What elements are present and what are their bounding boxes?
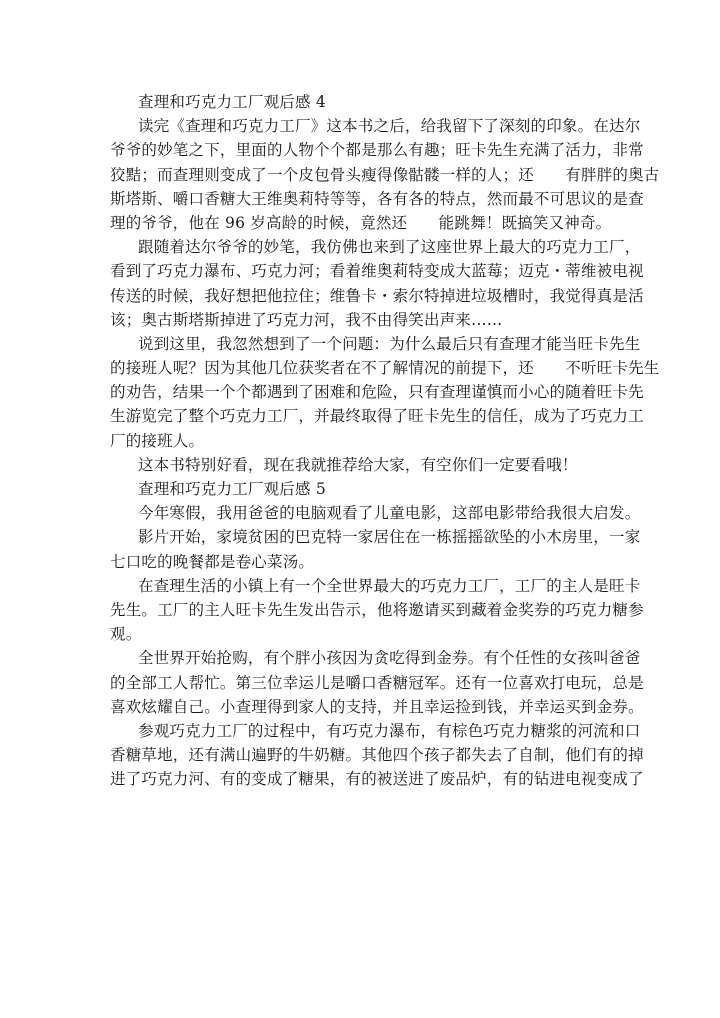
text-line: 跟随着达尔爷爷的妙笔，我仿佛也来到了这座世界上最大的巧克力工厂， bbox=[138, 238, 641, 257]
document-body bbox=[110, 90, 660, 791]
section-5-paragraph-1 bbox=[110, 501, 641, 525]
section-5-paragraph-3 bbox=[110, 574, 644, 647]
text-line: 在查理生活的小镇上有一个全世界最大的巧克力工厂，工厂的主人是旺卡 bbox=[138, 576, 641, 595]
text-line: 这本书特别好看，现在我就推荐给大家，有空你们一定要看哦！ bbox=[138, 455, 578, 474]
text-line: 传送的时候，我好想把他拉住；维鲁卡・索尔特掉进垃圾槽时，我觉得真是活 bbox=[110, 286, 644, 305]
text-line: 香糖草地，还有满山遍野的牛奶糖。其他四个孩子都失去了自制，他们有的掉 bbox=[110, 746, 644, 765]
text-line: 喜欢炫耀自己。小查理得到家人的支持，并且幸运捡到钱，并幸运买到金券。 bbox=[110, 697, 644, 716]
text-line: 理的爷爷，他在 96 岁高龄的时候，竟然还 能跳舞！既搞笑又神奇。 bbox=[110, 213, 612, 232]
section-4-paragraph-2 bbox=[110, 235, 644, 332]
text-line: 参观巧克力工厂的过程中，有巧克力瀑布，有棕色巧克力糖浆的河流和口 bbox=[138, 721, 641, 740]
text-line: 斯塔斯、嚼口香糖大王维奥莉特等等，各有各的特点，然而最不可思议的是查 bbox=[110, 189, 644, 208]
text-line: 先生。工厂的主人旺卡先生发出告示，他将邀请买到藏着金奖券的巧克力糖参 bbox=[110, 600, 644, 619]
section-5-title: 查理和巧克力工厂观后感 5 bbox=[138, 480, 326, 498]
text-line: 生游览完了整个巧克力工厂，并最终取得了旺卡先生的信任，成为了巧克力工 bbox=[110, 407, 644, 426]
text-line: 说到这里，我忽然想到了一个问题：为什么最后只有查理才能当旺卡先生 bbox=[138, 334, 641, 353]
text-line: 影片开始，家境贫困的巴克特一家居住在一栋摇摇欲坠的小木房里，一家 bbox=[138, 528, 641, 547]
text-line: 看到了巧克力瀑布、巧克力河；看着维奥莉特变成大蓝莓；迈克・蒂维被电视 bbox=[110, 262, 644, 281]
text-line: 今年寒假，我用爸爸的电脑观看了儿童电影，这部电影带给我很大启发。 bbox=[138, 504, 641, 523]
text-line: 的全部工人帮忙。第三位幸运儿是嚼口香糖冠军。还有一位喜欢打电玩，总是 bbox=[110, 673, 644, 692]
section-4-paragraph-3 bbox=[110, 332, 660, 453]
section-5-paragraph-4 bbox=[110, 646, 644, 719]
section-4-title: 查理和巧克力工厂观后感 4 bbox=[138, 93, 326, 111]
text-line: 观。 bbox=[110, 625, 142, 644]
text-line: 进了巧克力河、有的变成了糖果，有的被送进了废品炉，有的钻进电视变成了 bbox=[110, 770, 644, 789]
text-line: 七口吃的晚餐都是卷心菜汤。 bbox=[110, 552, 315, 571]
section-4-paragraph-4 bbox=[110, 453, 615, 477]
text-line: 读完《查理和巧克力工厂》这本书之后，给我留下了深刻的印象。在达尔 bbox=[138, 117, 641, 136]
section-5-paragraph-2 bbox=[110, 525, 641, 573]
text-line: 的劝告，结果一个个都遇到了困难和危险，只有查理谨慎而小心的随着旺卡先 bbox=[110, 383, 644, 402]
text-line: 厂的接班人。 bbox=[110, 431, 205, 450]
text-line: 该；奥古斯塔斯掉进了巧克力河，我不由得笑出声来…… bbox=[110, 310, 503, 329]
text-line: 的接班人呢？因为其他几位获奖者在不了解情况的前提下，还 不听旺卡先生 bbox=[110, 359, 660, 378]
text-line: 狡黠；而查理则变成了一个皮包骨头瘦得像骷髅一样的人；还 有胖胖的奥古 bbox=[110, 165, 660, 184]
text-line: 爷爷的妙笔之下，里面的人物个个都是那么有趣；旺卡先生充满了活力，非常 bbox=[110, 141, 644, 160]
text-line: 全世界开始抢购，有个胖小孩因为贪吃得到金券。有个任性的女孩叫爸爸 bbox=[138, 649, 641, 668]
section-4-paragraph-1 bbox=[110, 114, 660, 235]
section-5-paragraph-5 bbox=[110, 719, 644, 792]
